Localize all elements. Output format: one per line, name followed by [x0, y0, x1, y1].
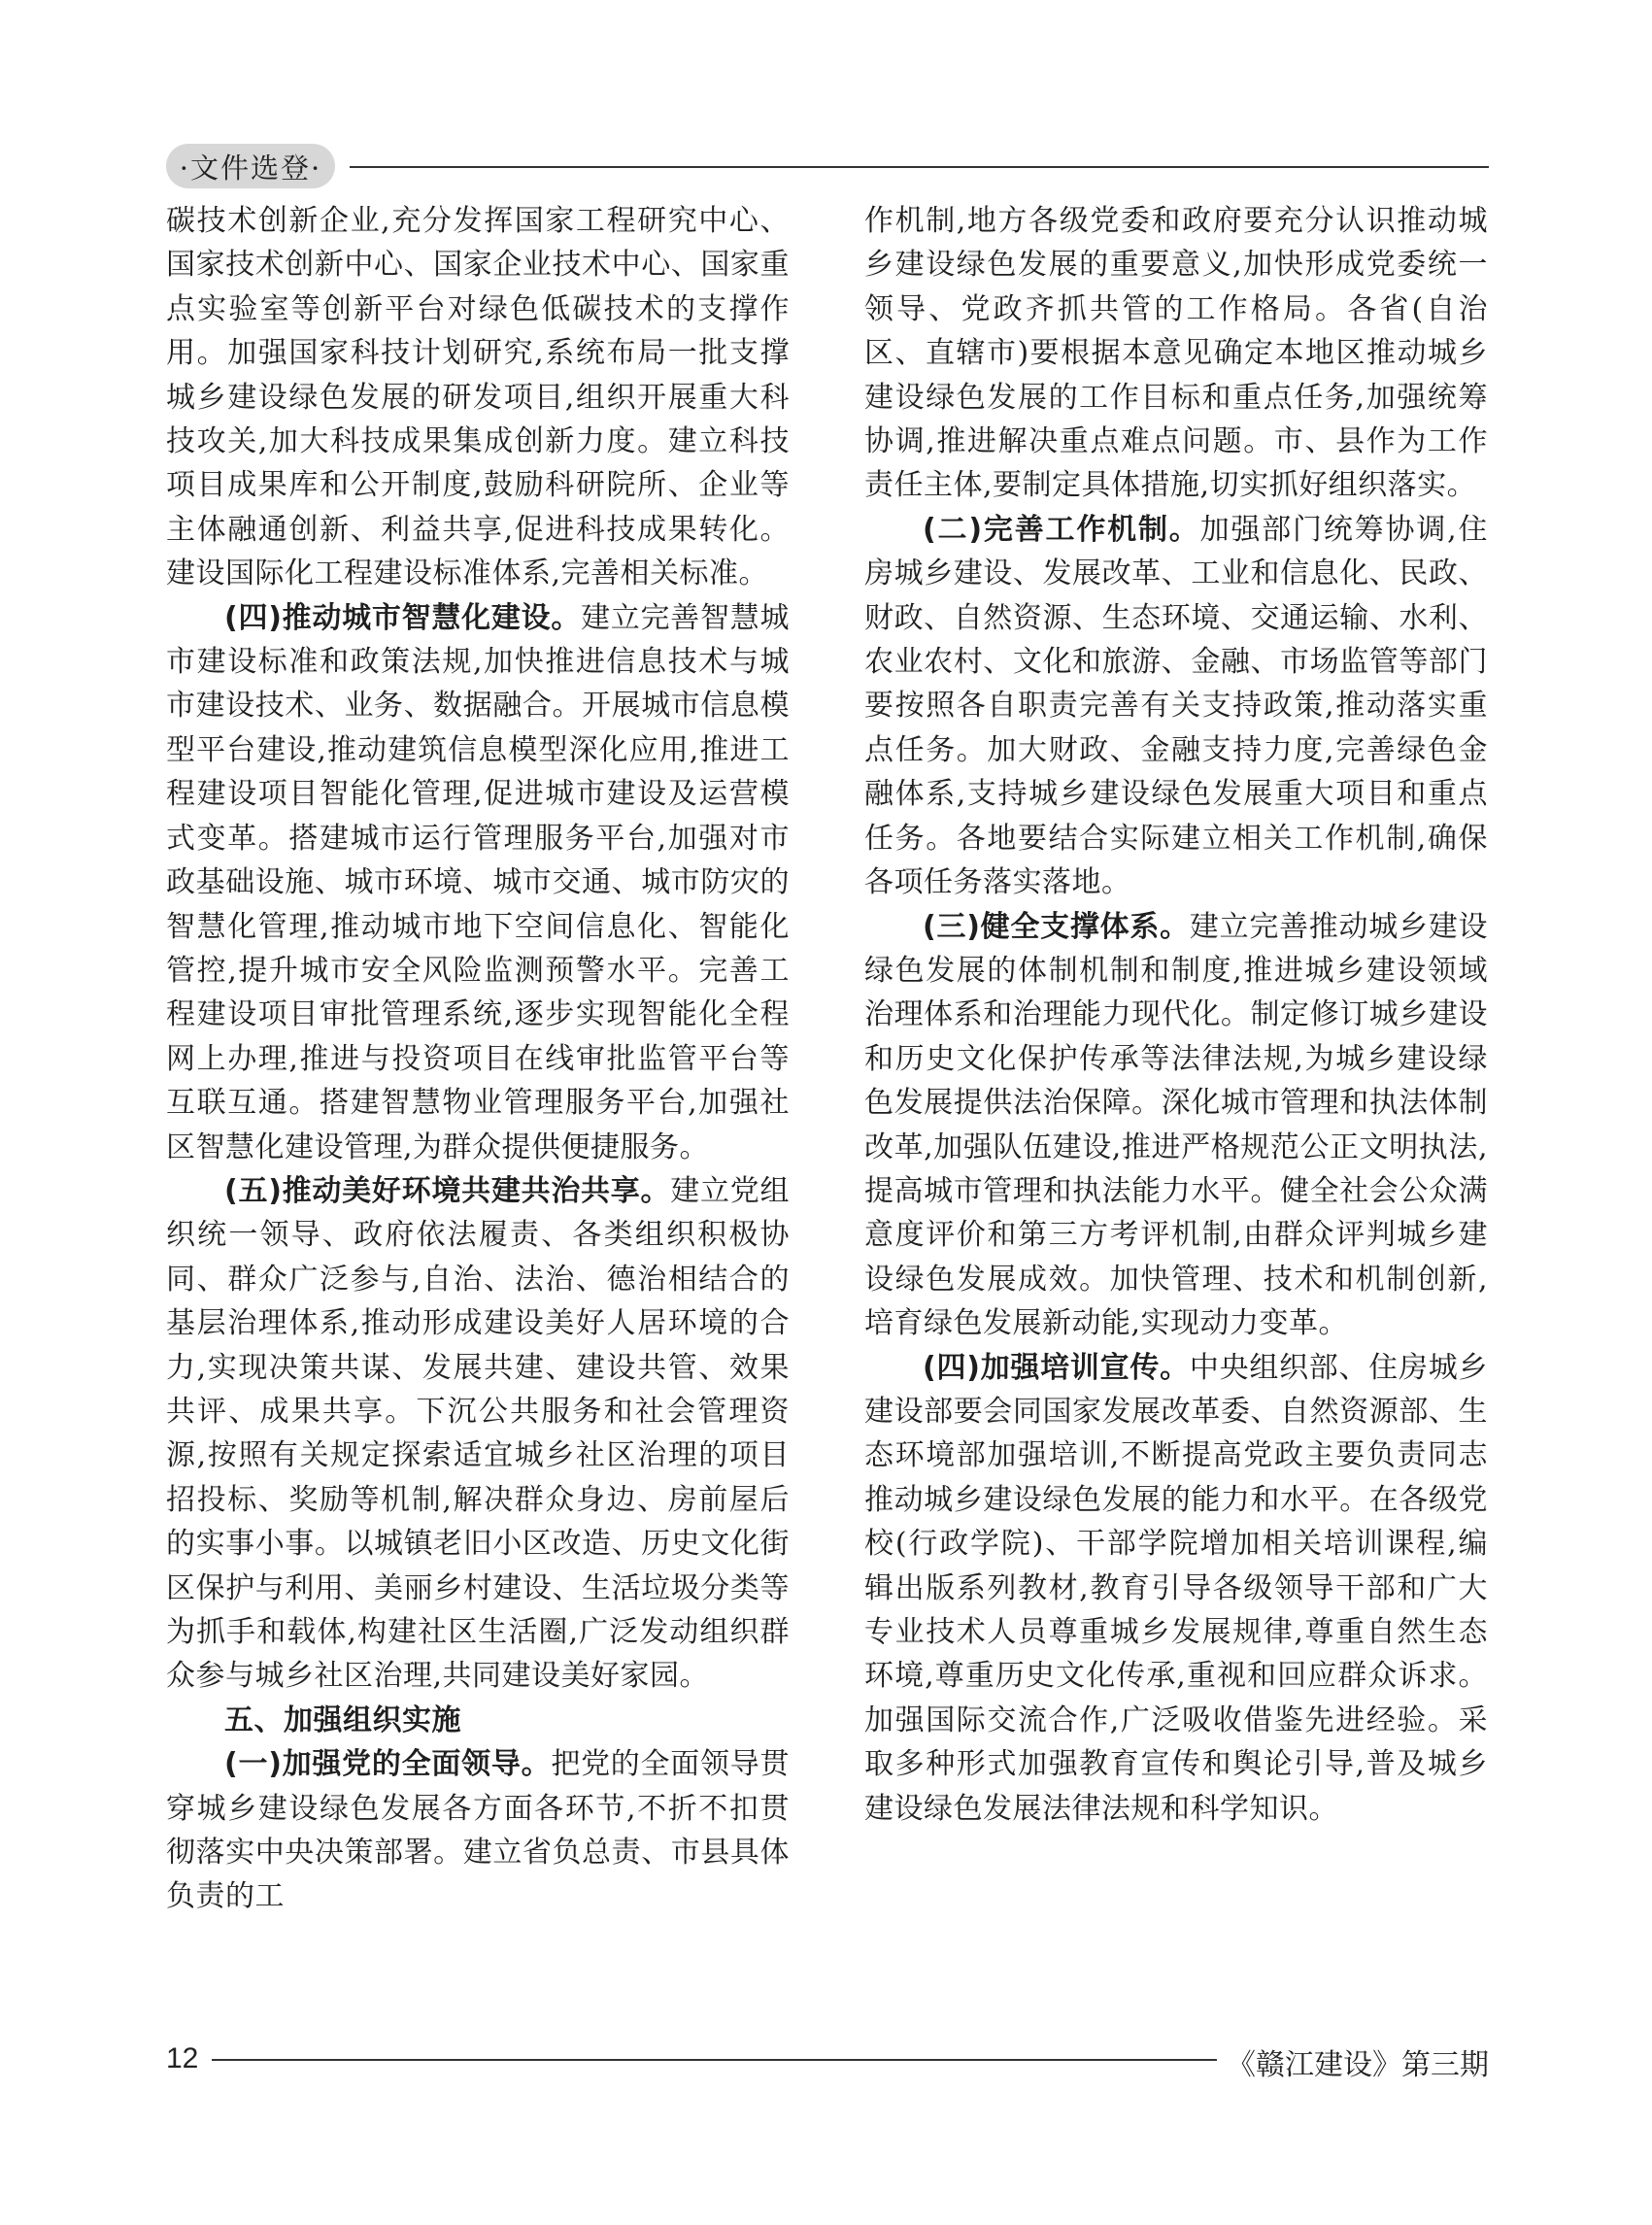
paragraph-body: 建立党组织统一领导、政府依法履责、各类组织积极协同、群众广泛参与,自治、法治、德治相结合的基层治理体系,推动形成建设美好人居环境的合力,实现决策共谋、发展共建、建设共管、效果共评、成果共享。下沉公共服务和社会管理资源,按照有关规定探索适宜城乡社区治理的项目招投标、奖励等机制,解决群众身边、房前屋后的实事小事。以城镇老旧小区改造、历史文化街区保护与利用、美丽乡村建设、生活垃圾分类等为抓手和载体,构建社区生活圈,广泛发动组织群众参与城乡社区治理,共同建设美好家园。	[166, 1173, 791, 1694]
section-badge: ·文件选登·	[166, 144, 335, 188]
section-heading: 五、加强组织实施	[224, 1702, 461, 1737]
paragraph-environment	[166, 1169, 790, 1699]
header-rule	[350, 166, 1489, 168]
continued-paragraph: 碳技术创新企业,充分发挥国家工程研究中心、国家技术创新中心、国家企业技术中心、国家重点实验室等创新平台对绿色低碳技术的支撑作用。加强国家科技计划研究,系统布局一批支撑城乡建设绿色发展的研发项目,组织开展重大科技攻关,加大科技成果集成创新力度。建立科技项目成果库和公开制度,鼓励科研院所、企业等主体融通创新、利益共享,促进科技成果转化。建设国际化工程建设标准体系,完善相关标准。	[166, 204, 790, 591]
footer-rule	[212, 2059, 1217, 2061]
paragraph-lead: (四)加强培训宣传。	[923, 1350, 1190, 1385]
paragraph-body: 建立完善推动城乡建设绿色发展的体制机制和制度,推进城乡建设领域治理体系和治理能力现代化。制定修订城乡建设和历史文化保护传承等法律法规,为城乡建设绿色发展提供法治保障。深化城市管理和执法体制改革,加强队伍建设,推进严格规范公正文明执法,提高城市管理和执法能力水平。健全社会公众满意度评价和第三方考评机制,由群众评判城乡建设绿色发展成效。加快管理、技术和机制创新,培育绿色发展新动能,实现动力变革。	[864, 909, 1489, 1341]
right-column	[864, 199, 1488, 1831]
journal-title: 《赣江建设》第三期	[1227, 2048, 1489, 2082]
paragraph-lead: (一)加强党的全面领导。	[224, 1747, 552, 1782]
paragraph-lead: (四)推动城市智慧化建设。	[224, 600, 582, 635]
paragraph-body: 建立完善智慧城市建设标准和政策法规,加快推进信息技术与城市建设技术、业务、数据融合。开展城市信息模型平台建设,推动建筑信息模型深化应用,推进工程建设项目智能化管理,促进城市建设及运营模式变革。搭建城市运行管理服务平台,加强对市政基础设施、城市环境、城市交通、城市防灾的智慧化管理,推动城市地下空间信息化、智能化管控,提升城市安全风险监测预警水平。完善工程建设项目审批管理系统,逐步实现智能化全程网上办理,推进与投资项目在线审批监管平台等互联互通。搭建智慧物业管理服务平台,加强社区智慧化建设管理,为群众提供便捷服务。	[166, 600, 791, 1164]
paragraph-body: 加强部门统筹协调,住房城乡建设、发展改革、工业和信息化、民政、财政、自然资源、生态环境、交通运输、水利、农业农村、文化和旅游、金融、市场监管等部门要按照各自职责完善有关支持政策,推动落实重点任务。加大财政、金融支持力度,完善绿色金融体系,支持城乡建设绿色发展重大项目和重点任务。各地要结合实际建立相关工作机制,确保各项任务落实落地。	[864, 512, 1489, 900]
continued-paragraph: 作机制,地方各级党委和政府要充分认识推动城乡建设绿色发展的重要意义,加快形成党委统一领导、党政齐抓共管的工作格局。各省(自治区、直辖市)要根据本意见确定本地区推动城乡建设绿色发展的工作目标和重点任务,加强统筹协调,推进解决重点难点问题。市、县作为工作责任主体,要制定具体措施,切实抓好组织落实。	[864, 204, 1488, 503]
left-column	[166, 199, 790, 1919]
paragraph-support-system	[864, 905, 1488, 1346]
paragraph-party-leadership	[166, 1742, 790, 1919]
paragraph-training	[864, 1346, 1488, 1831]
paragraph-lead: (三)健全支撑体系。	[923, 909, 1190, 944]
page-number: 12	[166, 2042, 199, 2074]
paragraph-body: 中央组织部、住房城乡建设部要会同国家发展改革委、自然资源部、生态环境部加强培训,不断提高党政主要负责同志推动城乡建设绿色发展的能力和水平。在各级党校(行政学院)、干部学院增加相关培训课程,编辑出版系列教材,教育引导各级领导干部和广大专业技术人员尊重城乡发展规律,尊重自然生态环境,尊重历史文化传承,重视和回应群众诉求。加强国际交流合作,广泛吸收借鉴先进经验。采取多种形式加强教育宣传和舆论引导,普及城乡建设绿色发展法律法规和科学知识。	[864, 1350, 1489, 1826]
paragraph-lead: (五)推动美好环境共建共治共享。	[224, 1173, 671, 1208]
paragraph-body: 把党的全面领导贯穿城乡建设绿色发展各方面各环节,不折不扣贯彻落实中央决策部署。建立省负总责、市县具体负责的工	[166, 1747, 791, 1914]
paragraph-smart-city	[166, 596, 790, 1169]
paragraph-work-mechanism	[864, 508, 1488, 905]
paragraph-lead: (二)完善工作机制。	[923, 512, 1200, 547]
